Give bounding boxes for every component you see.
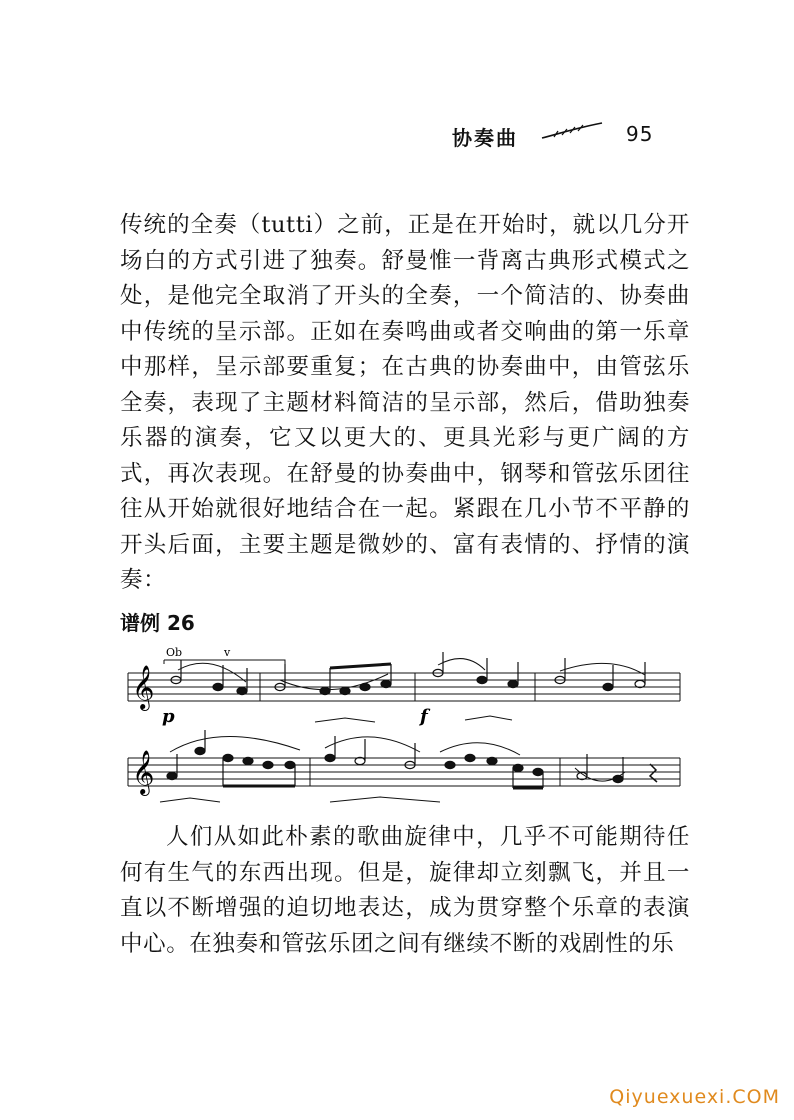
music-score [120, 640, 686, 810]
example-label: 谱例 26 [120, 611, 195, 635]
slurs-system-2 [160, 736, 625, 802]
page-number: 95 [626, 122, 654, 146]
staff-system-1 [128, 673, 680, 701]
treble-clef-icon: 𝄞 [132, 665, 155, 709]
paragraph-2: 人们从如此朴素的歌曲旋律中，几乎不可能期待任何有生气的东西出现。但是，旋律却立刻飘飞，并且一直以不断增强的迫切地表达，成为贯穿整个乐章的表演中心。在独奏和管弦乐团之间有继续不断的戏剧性的乐 [120, 824, 690, 957]
page-header [452, 120, 682, 148]
slurs-system-1 [178, 659, 645, 722]
bow-mark: v [224, 646, 231, 659]
running-title: 协奏曲 [452, 126, 518, 150]
watermark: Qiyuexuexi.COM [609, 1086, 780, 1108]
staff-system-2 [128, 758, 680, 786]
feather-ornament-icon [540, 120, 604, 142]
dynamic-piano: p [162, 706, 175, 727]
svg-text:𝄞: 𝄞 [132, 750, 155, 794]
dynamic-forte: f [420, 706, 428, 727]
paragraph-1: 传统的全奏（tutti）之前，正是在开始时，就以几分开场白的方式引进了独奏。舒曼惟一背离古典形式模式之处，是他完全取消了开头的全奏，一个简洁的、协奏曲中传统的呈示部。正如在奏鸣曲或者交响曲的第一乐章中那样，呈示部要重复；在古典的协奏曲中，由管弦乐全奏，表现了主题材料简洁的呈示部，然后，借助独奏乐器的演奏，它又以更大的、更具光彩与更广阔的方式，再次表现。在舒曼的协奏曲中，钢琴和管弦乐团往往从开始就很好地结合在一起。紧跟在几小节不平静的开头后面，主要主题是微妙的、富有表情的、抒情的演奏： [120, 212, 690, 593]
instrument-label: Ob [166, 646, 183, 659]
